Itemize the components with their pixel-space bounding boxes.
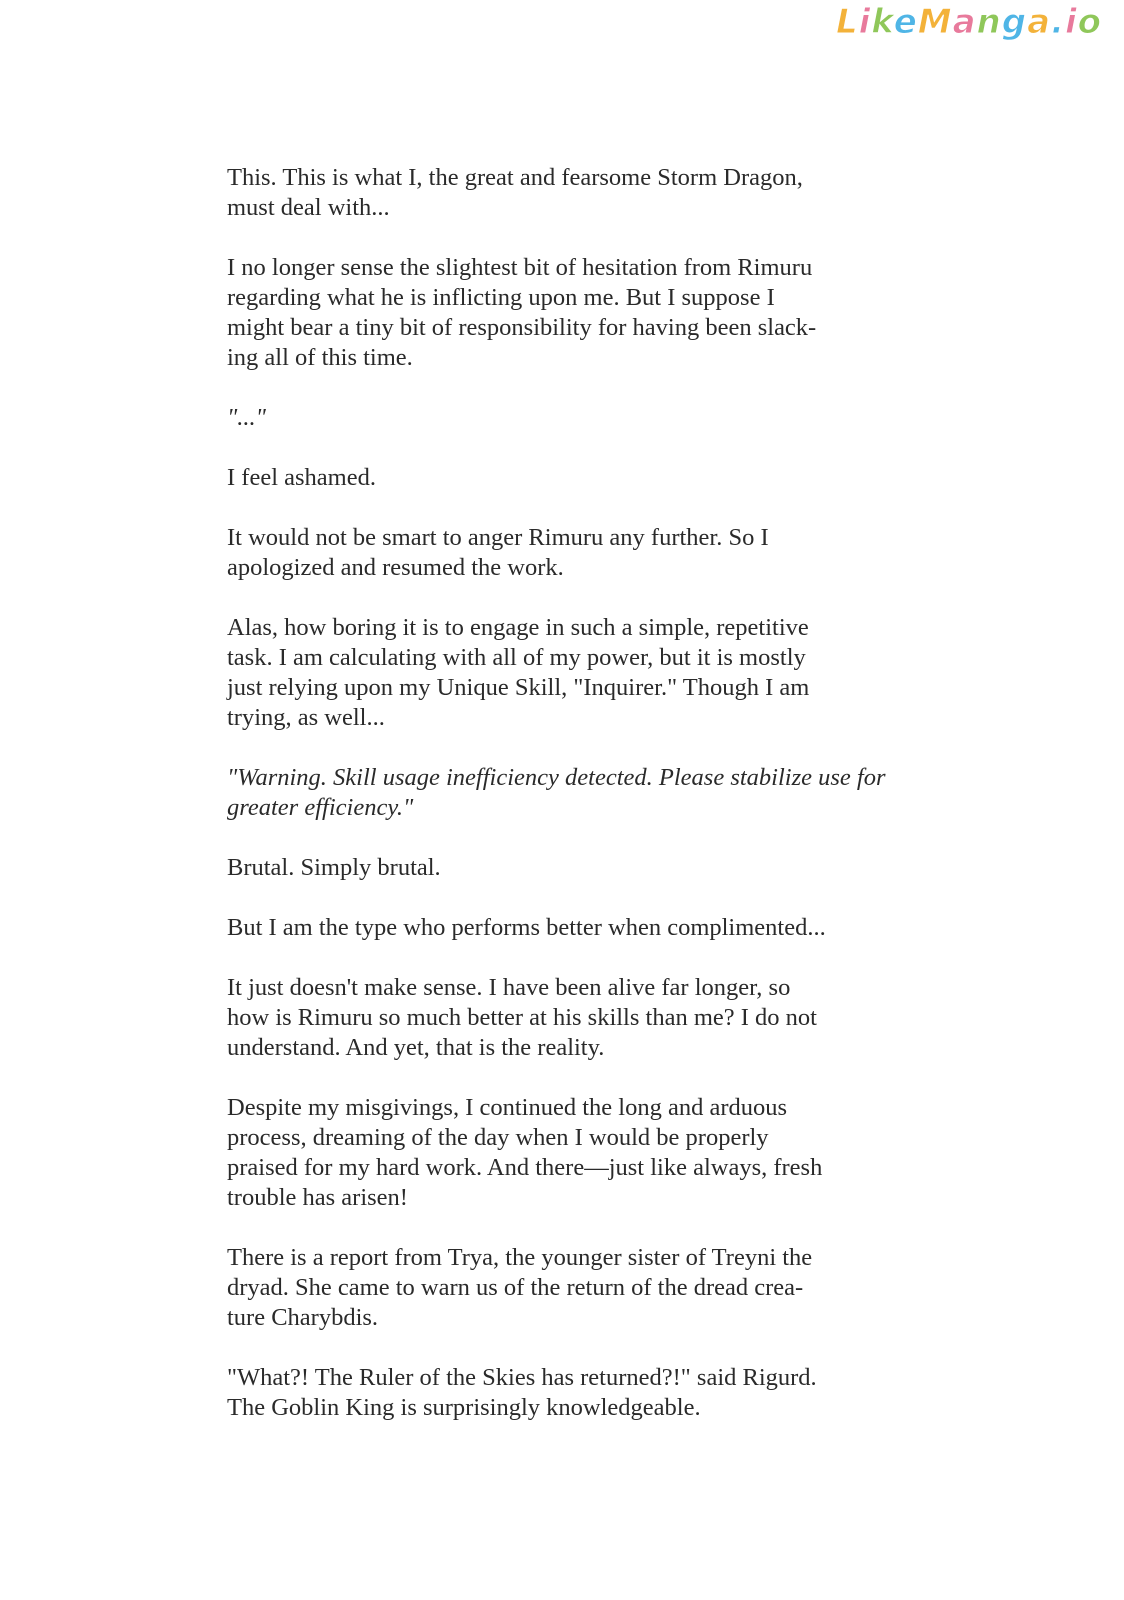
- text-line: trouble has arisen!: [227, 1184, 408, 1211]
- text-line: task. I am calculating with all of my power, but it is mostly: [227, 644, 806, 671]
- text-line: "...": [227, 404, 266, 431]
- text-paragraph: [227, 853, 887, 883]
- text-line: The Goblin King is surprisingly knowledgeable.: [227, 1394, 701, 1421]
- text-paragraph: [227, 463, 887, 493]
- text-line: just relying upon my Unique Skill, "Inquirer." Though I am: [227, 674, 810, 701]
- text-paragraph: [227, 973, 887, 1063]
- text-paragraph: [227, 913, 887, 943]
- text-line: process, dreaming of the day when I would be properly: [227, 1124, 769, 1151]
- text-line: Despite my misgivings, I continued the long and arduous: [227, 1094, 788, 1121]
- text-line: dryad. She came to warn us of the return of the dread crea-: [227, 1274, 804, 1301]
- text-paragraph: [227, 1243, 887, 1333]
- dialogue-paragraph: [227, 763, 887, 823]
- text-paragraph: [227, 253, 887, 373]
- novel-text-body: [227, 163, 887, 1453]
- text-line: ing all of this time.: [227, 344, 413, 371]
- site-watermark-logo: LikeManga.io: [835, 2, 1102, 42]
- text-paragraph: [227, 523, 887, 583]
- text-line: It would not be smart to anger Rimuru any further. So I: [227, 524, 769, 551]
- text-line: I no longer sense the slightest bit of hesitation from Rimuru: [227, 254, 813, 281]
- text-line: understand. And yet, that is the reality.: [227, 1034, 605, 1061]
- dialogue-paragraph: [227, 403, 887, 433]
- text-paragraph: [227, 1093, 887, 1213]
- text-line: how is Rimuru so much better at his skills than me? I do not: [227, 1004, 817, 1031]
- text-line: must deal with...: [227, 194, 390, 221]
- text-line: But I am the type who performs better when complimented...: [227, 914, 826, 941]
- text-line: Alas, how boring it is to engage in such a simple, repetitive: [227, 614, 809, 641]
- text-paragraph: [227, 613, 887, 733]
- text-line: regarding what he is inflicting upon me. But I suppose I: [227, 284, 775, 311]
- text-line: might bear a tiny bit of responsibility for having been slack-: [227, 314, 817, 341]
- text-line: This. This is what I, the great and fearsome Storm Dragon,: [227, 164, 803, 191]
- text-line: greater efficiency.": [227, 794, 414, 821]
- text-line: It just doesn't make sense. I have been alive far longer, so: [227, 974, 791, 1001]
- text-line: "Warning. Skill usage inefficiency detected. Please stabilize use for: [227, 764, 886, 791]
- text-line: There is a report from Trya, the younger sister of Treyni the: [227, 1244, 813, 1271]
- text-line: praised for my hard work. And there—just like always, fresh: [227, 1154, 823, 1181]
- text-line: Brutal. Simply brutal.: [227, 854, 441, 881]
- text-paragraph: [227, 1363, 887, 1423]
- text-line: trying, as well...: [227, 704, 385, 731]
- text-line: I feel ashamed.: [227, 464, 376, 491]
- text-line: ture Charybdis.: [227, 1304, 379, 1331]
- text-line: "What?! The Ruler of the Skies has returned?!" said Rigurd.: [227, 1364, 817, 1391]
- text-paragraph: [227, 163, 887, 223]
- text-line: apologized and resumed the work.: [227, 554, 564, 581]
